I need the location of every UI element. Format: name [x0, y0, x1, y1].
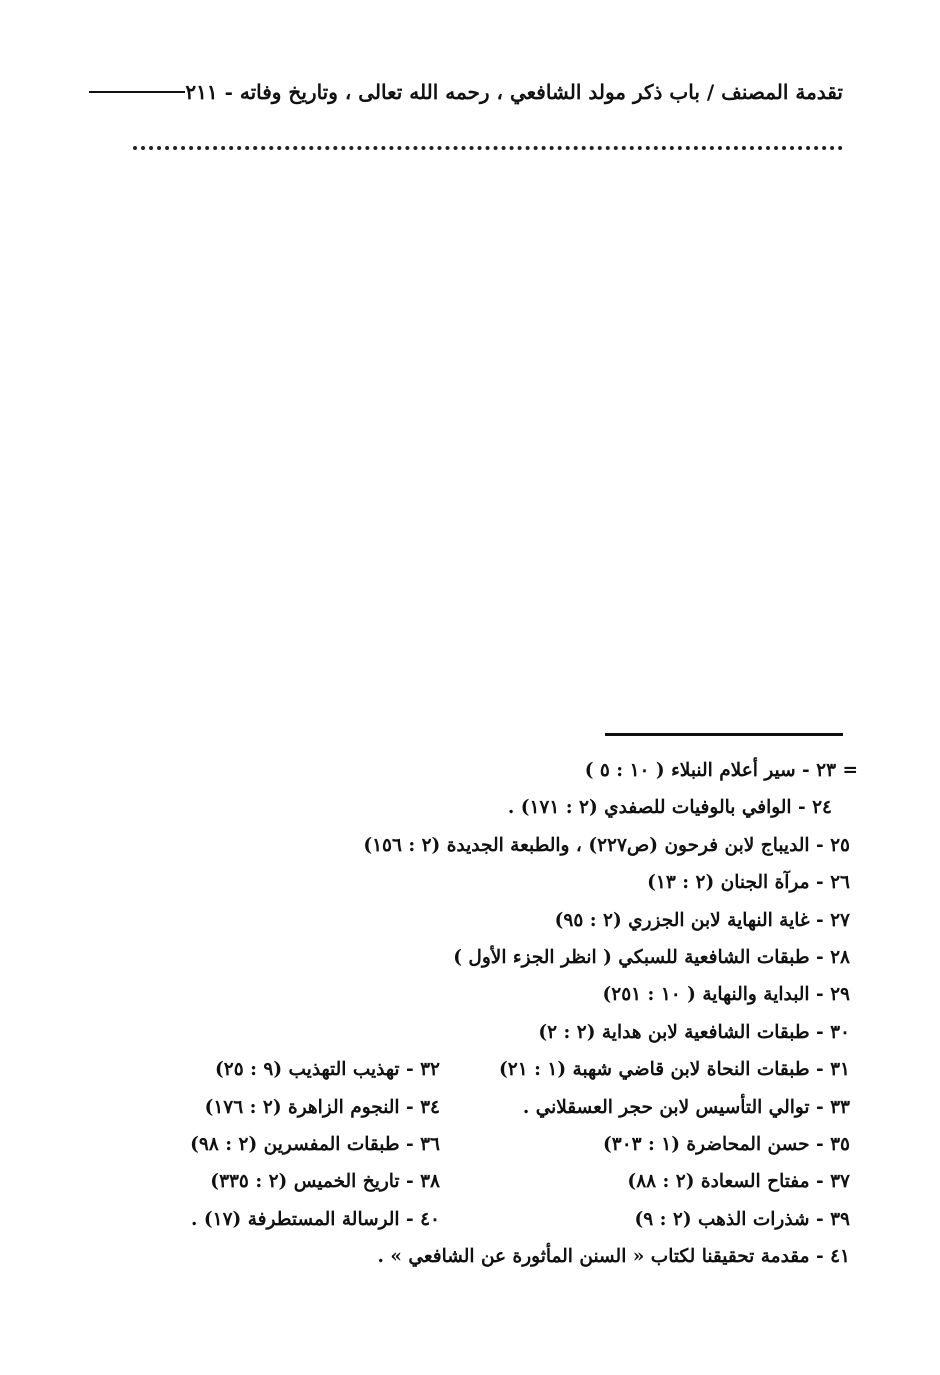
footnote-35: ٣٥ - حسن المحاضرة (١ : ٣٠٣)	[603, 1133, 850, 1155]
footnote-27: ٢٧ - غاية النهاية لابن الجزري (٢ : ٩٥)	[554, 909, 850, 931]
footnote-36: ٣٦ - طبقات المفسرين (٢ : ٩٨)	[190, 1133, 440, 1155]
footnote-41: ٤١ - مقدمة تحقيقنا لكتاب « السنن المأثورة عن الشافعي » .	[377, 1246, 850, 1268]
running-head-text: تقدمة المصنف / باب ذكر مولد الشافعي ، رحمه الله تعالى ، وتاريخ وفاته - ٢١١	[185, 80, 843, 104]
footnote-row-31-32	[150, 1051, 850, 1088]
running-head	[133, 74, 843, 110]
footnote-32: ٣٢ - تهذيب التهذيب (٩ : ٢٥)	[215, 1059, 440, 1081]
footnote-row-33-34	[150, 1089, 850, 1126]
footnote-29: ٢٩ - البداية والنهاية ( ١٠ : ٢٥١)	[602, 984, 850, 1006]
footnote-39: ٣٩ - شذرات الذهب (٢ : ٩)	[634, 1208, 850, 1230]
footnotes	[150, 752, 858, 1275]
footnote-31: ٣١ - طبقات النحاة لابن قاضي شهبة (١ : ٢١)	[499, 1059, 850, 1081]
footnote-34: ٣٤ - النجوم الزاهرة (٢ : ١٧٦)	[204, 1096, 440, 1118]
footnote-38: ٣٨ - تاريخ الخميس (٢ : ٣٣٥)	[210, 1171, 440, 1193]
footnote-37: ٣٧ - مفتاح السعادة (٢ : ٨٨)	[627, 1171, 850, 1193]
footnote-28: ٢٨ - طبقات الشافعية للسبكي ( انظر الجزء الأول )	[453, 946, 850, 968]
footnote-row-39-40	[150, 1201, 850, 1238]
footnote-30: ٣٠ - طبقات الشافعية لابن هداية (٢ : ٢)	[538, 1021, 850, 1043]
running-head-rule	[89, 91, 185, 93]
footnote-row-37-38	[150, 1163, 850, 1200]
footnote-23: = ٢٣ - سير أعلام النبلاء ( ١٠ : ٥ )	[584, 760, 858, 781]
footnote-row-35-36	[150, 1126, 850, 1163]
footnote-24: ٢٤ - الوافي بالوفيات للصفدي (٢ : ١٧١) .	[507, 797, 832, 819]
footnote-33: ٣٣ - توالي التأسيس لابن حجر العسقلاني .	[522, 1096, 850, 1118]
dotted-separator	[133, 146, 843, 150]
footnote-26: ٢٦ - مرآة الجنان (٢ : ١٣)	[647, 872, 850, 894]
footnote-25: ٢٥ - الديباج لابن فرحون (ص٢٢٧) ، والطبعة الجديدة (٢ : ١٥٦)	[363, 834, 850, 856]
footnote-40: ٤٠ - الرسالة المستطرفة (١٧) .	[191, 1208, 440, 1230]
footnote-separator-rule	[605, 733, 843, 736]
